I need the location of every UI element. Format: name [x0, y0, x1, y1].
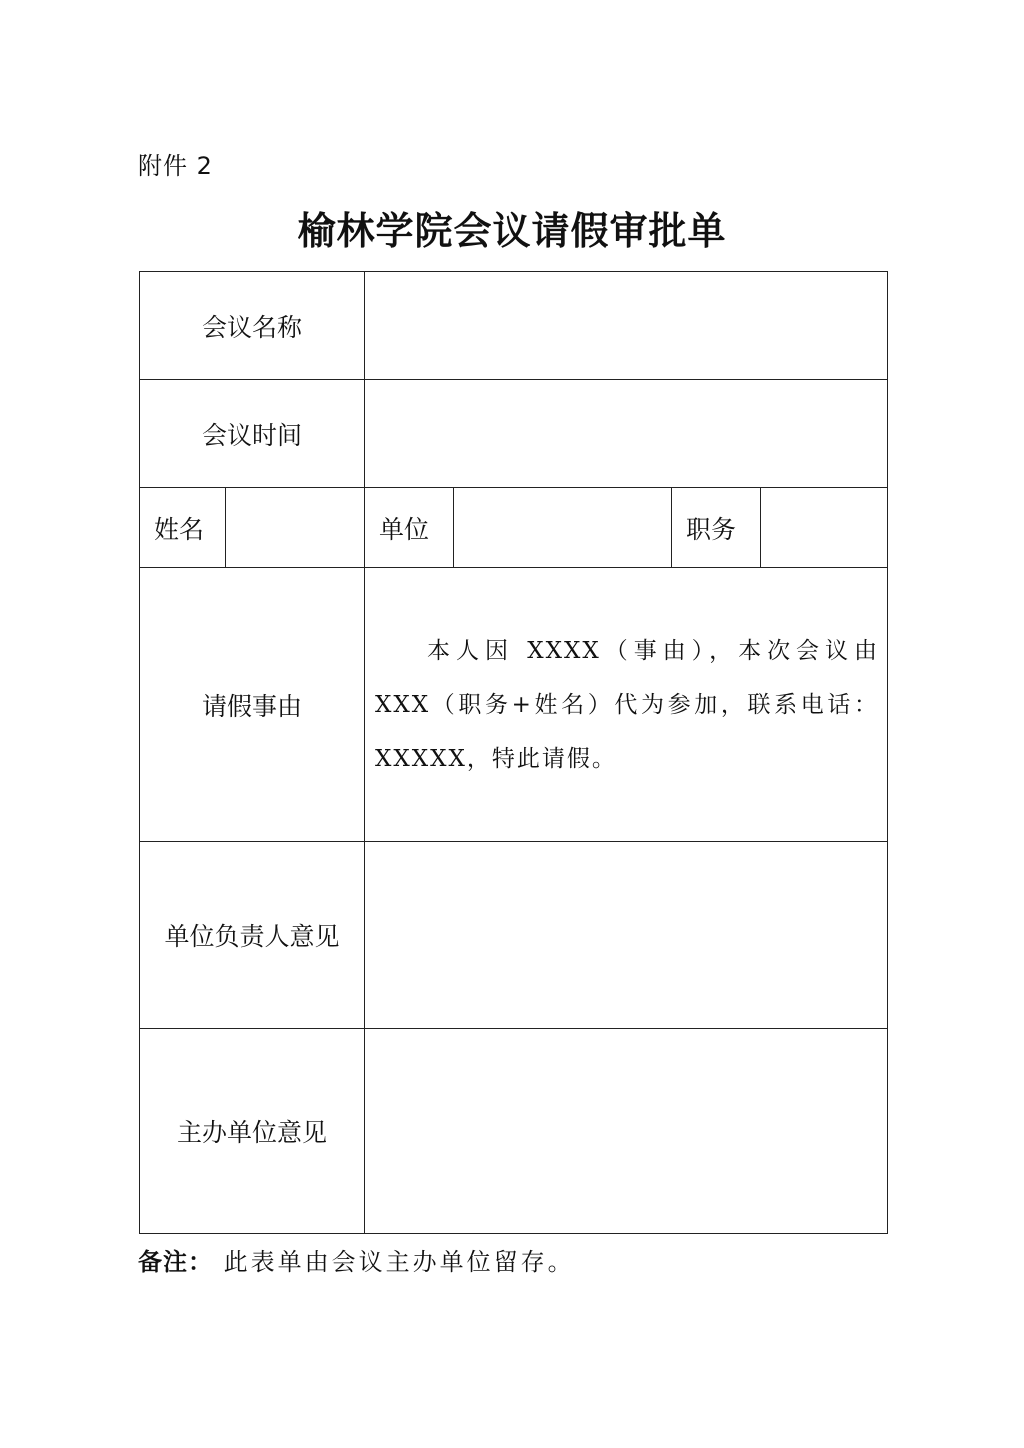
meeting-time-field[interactable]	[365, 380, 888, 488]
unit-field[interactable]	[454, 488, 672, 568]
reason-field[interactable]	[365, 568, 888, 842]
meeting-name-label: 会议名称	[140, 272, 365, 380]
meeting-time-label: 会议时间	[140, 380, 365, 488]
note-text: 此表单由会议主办单位留存。	[223, 1248, 575, 1276]
unit-head-opinion-field[interactable]	[365, 842, 888, 1029]
reason-label: 请假事由	[140, 568, 365, 842]
note-label: 备注：	[138, 1248, 213, 1276]
name-field[interactable]	[226, 488, 365, 568]
meeting-name-field[interactable]	[365, 272, 888, 380]
position-label: 职务	[672, 488, 761, 568]
attachment-label: 附件 2	[138, 152, 213, 180]
unit-label: 单位	[365, 488, 454, 568]
leave-approval-form	[139, 271, 888, 1234]
name-label: 姓名	[140, 488, 226, 568]
position-field[interactable]	[761, 488, 888, 568]
organizer-opinion-field[interactable]	[365, 1029, 888, 1234]
reason-text: 本人因 XXXX（事由），本次会议由 XXX（职务+姓名）代为参加，联系电话：XXXXX，特此请假。	[375, 638, 880, 772]
unit-head-opinion-label: 单位负责人意见	[140, 842, 365, 1029]
page-title: 榆林学院会议请假审批单	[297, 208, 727, 253]
footer-note	[138, 1242, 575, 1277]
organizer-opinion-label: 主办单位意见	[140, 1029, 365, 1234]
